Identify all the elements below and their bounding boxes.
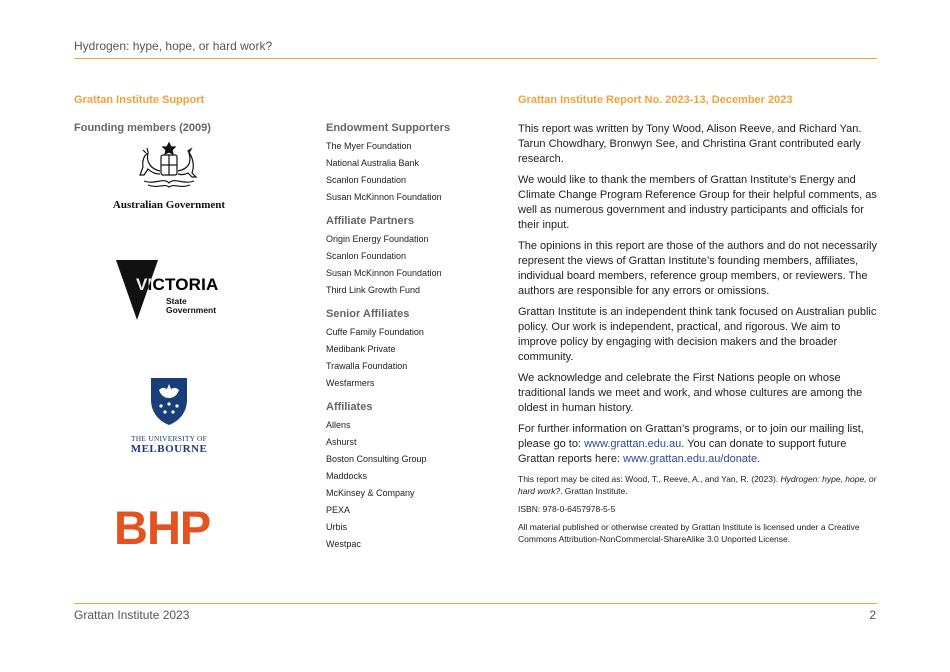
list-item: Maddocks xyxy=(326,471,368,481)
supporters-list xyxy=(326,122,506,553)
victoria-state-government-logo xyxy=(116,260,226,320)
further-info-text: . xyxy=(757,453,761,465)
victoria-wordmark: VICTORIA xyxy=(136,275,219,294)
report-heading: Grattan Institute Report No. 2023-13, December 2023 xyxy=(518,94,793,106)
disclaimer-paragraph: The opinions in this report are those of the authors and do not necessarily represent the views of Grattan Institute’s founding members, affiliates, individual board members, reference group members, or reviewers. The authors are responsible for any errors or omissions. xyxy=(518,240,877,297)
unimelb-line1: THE UNIVERSITY OF xyxy=(130,434,208,443)
citation-title: Hydrogen: hype, hope, or hard work? xyxy=(518,474,877,496)
header-rule xyxy=(74,58,877,59)
affiliates-group xyxy=(326,401,506,553)
citation-text: . Grattan Institute. xyxy=(560,486,628,496)
authors-paragraph: This report was written by Tony Wood, Alison Reeve, and Richard Yan. Tarun Chowdhary, Bronwyn See, and Christina Grant contributed early research. xyxy=(518,123,862,165)
list-item: Scanlon Foundation xyxy=(326,251,407,261)
list-item: Westpac xyxy=(326,539,361,549)
acknowledgements-paragraph: We would like to thank the members of Grattan Institute’s Energy and Climate Change Program Reference Group for their helpful comments, as well as numerous government and industry participants and officials for their input. xyxy=(518,174,877,231)
report-details xyxy=(518,122,880,551)
list-item: National Australia Bank xyxy=(326,158,420,168)
australian-government-logo xyxy=(108,141,230,211)
senior-affiliates-group xyxy=(326,308,506,392)
list-item: Ashurst xyxy=(326,437,357,447)
running-header: Hydrogen: hype, hope, or hard work? xyxy=(74,39,273,53)
footer-text: Grattan Institute 2023 xyxy=(74,608,190,622)
list-item: Wesfarmers xyxy=(326,378,375,388)
further-info-paragraph xyxy=(518,422,880,467)
university-of-melbourne-logo xyxy=(124,376,214,455)
page-number: 2 xyxy=(869,608,876,622)
victoria-sub-government: Government xyxy=(166,305,217,315)
about-paragraph: Grattan Institute is an independent think tank focused on Australian public policy. Our work is independent, practical, and rigorous. We aim to improve policy by engaging with decision makers and the broader community. xyxy=(518,306,877,363)
list-item: Medibank Private xyxy=(326,344,396,354)
grattan-website-link[interactable]: www.grattan.edu.au xyxy=(584,438,682,450)
support-heading: Grattan Institute Support xyxy=(74,94,205,106)
isbn: ISBN: 978-0-6457978-5-5 xyxy=(518,504,616,514)
citation-text: This report may be cited as: Wood, T., Reeve, A., and Yan, R. (2023). xyxy=(518,474,781,484)
list-item: The Myer Foundation xyxy=(326,141,412,151)
list-item: Susan McKinnon Foundation xyxy=(326,268,442,278)
endowment-supporters-group xyxy=(326,122,506,206)
group-heading: Affiliates xyxy=(326,401,373,413)
footer-rule xyxy=(74,603,877,604)
group-heading: Endowment Supporters xyxy=(326,122,451,134)
bhp-logo: BHP xyxy=(114,501,211,554)
unimelb-line2: MELBOURNE xyxy=(130,443,208,455)
citation-paragraph xyxy=(518,473,880,497)
license-paragraph: All material published or otherwise created by Grattan Institute is licensed under a Creative Commons Attribution-NonCommercial-ShareAlike 3.0 Unported License. xyxy=(518,522,860,544)
affiliate-partners-group xyxy=(326,215,506,299)
list-item: Allens xyxy=(326,420,351,430)
founding-members-heading: Founding members (2009) xyxy=(74,122,211,134)
further-info-text: For further information on Grattan’s programs, or to join our mailing list, please go to: xyxy=(518,423,864,450)
list-item: PEXA xyxy=(326,505,351,515)
victoria-subtitle xyxy=(166,297,216,315)
list-item: Origin Energy Foundation xyxy=(326,234,429,244)
australian-government-caption: Australian Government xyxy=(112,199,226,211)
list-item: Third Link Growth Fund xyxy=(326,285,421,295)
list-item: Boston Consulting Group xyxy=(326,454,427,464)
list-item: Cuffe Family Foundation xyxy=(326,327,424,337)
university-crest-icon xyxy=(147,376,191,426)
group-heading: Senior Affiliates xyxy=(326,308,410,320)
list-item: Urbis xyxy=(326,522,348,532)
list-item: Susan McKinnon Foundation xyxy=(326,192,442,202)
further-info-text: . You can donate to support future Grattan reports here: xyxy=(518,438,847,465)
list-item: Trawalla Foundation xyxy=(326,361,408,371)
first-nations-paragraph: We acknowledge and celebrate the First Nations people on whose traditional lands we meet and work, and whose cultures are among the oldest in human history. xyxy=(518,372,863,414)
list-item: McKinsey & Company xyxy=(326,488,415,498)
donate-link[interactable]: www.grattan.edu.au/donate xyxy=(623,453,758,465)
coat-of-arms-icon xyxy=(134,141,204,193)
victoria-sub-state: State xyxy=(166,296,187,306)
list-item: Scanlon Foundation xyxy=(326,175,407,185)
group-heading: Affiliate Partners xyxy=(326,215,415,227)
